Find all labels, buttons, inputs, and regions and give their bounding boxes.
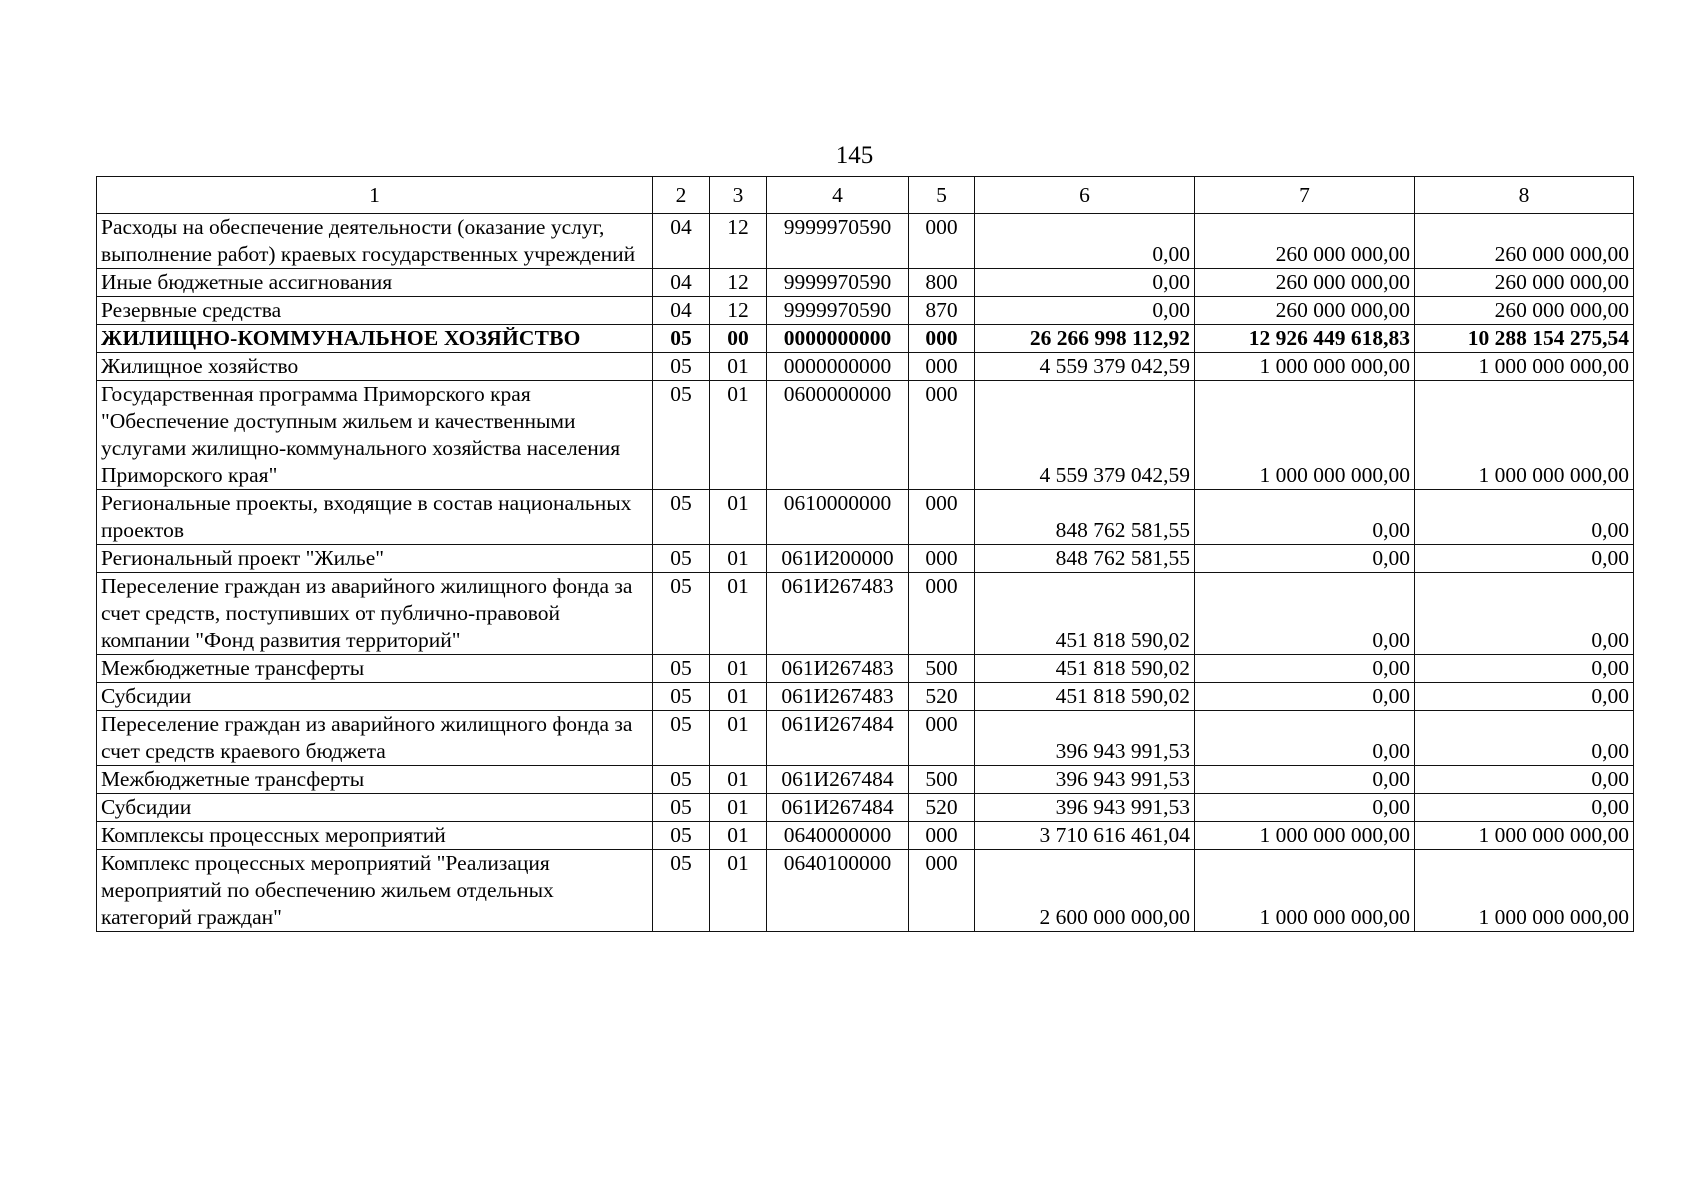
amount-col7-cell: 260 000 000,00: [1195, 297, 1415, 325]
row-name-cell: Переселение граждан из аварийного жилищного фонда за счет средств краевого бюджета: [97, 711, 653, 766]
amount-col6-cell: 4 559 379 042,59: [975, 381, 1195, 490]
table-row: [97, 269, 1634, 297]
target-article-cell: 061И267483: [767, 655, 909, 683]
row-name-cell: Государственная программа Приморского края "Обеспечение доступным жильем и качественными услугами жилищно-коммунального хозяйства населения Приморского края": [97, 381, 653, 490]
table-row: [97, 325, 1634, 353]
header-row: [97, 177, 1634, 214]
amount-col6-cell: 451 818 590,02: [975, 655, 1195, 683]
table-row: [97, 214, 1634, 269]
amount-col8-cell: 1 000 000 000,00: [1415, 381, 1634, 490]
amount-col6-cell: 396 943 991,53: [975, 766, 1195, 794]
row-name-cell: Комплекс процессных мероприятий "Реализация мероприятий по обеспечению жильем отдельных категорий граждан": [97, 850, 653, 932]
section-code-cell: 05: [653, 573, 710, 655]
amount-col8-cell: 0,00: [1415, 655, 1634, 683]
section-code-cell: 05: [653, 711, 710, 766]
amount-col8-cell: 0,00: [1415, 711, 1634, 766]
subsection-code-cell: 01: [710, 822, 767, 850]
amount-col7-cell: 260 000 000,00: [1195, 214, 1415, 269]
header-cell: 7: [1195, 177, 1415, 214]
row-name-cell: Резервные средства: [97, 297, 653, 325]
header-cell: 8: [1415, 177, 1634, 214]
header-cell: 6: [975, 177, 1195, 214]
subsection-code-cell: 00: [710, 325, 767, 353]
amount-col7-cell: 0,00: [1195, 683, 1415, 711]
table-row: [97, 794, 1634, 822]
expense-type-cell: 500: [909, 766, 975, 794]
amount-col8-cell: 0,00: [1415, 545, 1634, 573]
amount-col7-cell: 12 926 449 618,83: [1195, 325, 1415, 353]
target-article-cell: 0610000000: [767, 490, 909, 545]
subsection-code-cell: 01: [710, 711, 767, 766]
target-article-cell: 0640000000: [767, 822, 909, 850]
target-article-cell: 0000000000: [767, 325, 909, 353]
expense-type-cell: 000: [909, 573, 975, 655]
row-name-cell: Субсидии: [97, 794, 653, 822]
amount-col7-cell: 1 000 000 000,00: [1195, 353, 1415, 381]
section-code-cell: 04: [653, 214, 710, 269]
amount-col6-cell: 0,00: [975, 214, 1195, 269]
row-name-cell: Межбюджетные трансферты: [97, 655, 653, 683]
target-article-cell: 0600000000: [767, 381, 909, 490]
table-row: [97, 573, 1634, 655]
subsection-code-cell: 01: [710, 381, 767, 490]
amount-col8-cell: 0,00: [1415, 683, 1634, 711]
amount-col7-cell: 0,00: [1195, 794, 1415, 822]
target-article-cell: 0640100000: [767, 850, 909, 932]
subsection-code-cell: 01: [710, 850, 767, 932]
table-row: [97, 822, 1634, 850]
table-row: [97, 297, 1634, 325]
expense-type-cell: 000: [909, 850, 975, 932]
section-code-cell: 05: [653, 545, 710, 573]
amount-col7-cell: 1 000 000 000,00: [1195, 850, 1415, 932]
expense-type-cell: 000: [909, 711, 975, 766]
amount-col7-cell: 0,00: [1195, 711, 1415, 766]
amount-col7-cell: 260 000 000,00: [1195, 269, 1415, 297]
amount-col7-cell: 0,00: [1195, 766, 1415, 794]
subsection-code-cell: 12: [710, 269, 767, 297]
subsection-code-cell: 01: [710, 573, 767, 655]
amount-col8-cell: 1 000 000 000,00: [1415, 353, 1634, 381]
subsection-code-cell: 12: [710, 297, 767, 325]
amount-col8-cell: 0,00: [1415, 766, 1634, 794]
subsection-code-cell: 01: [710, 683, 767, 711]
header-cell: 4: [767, 177, 909, 214]
row-name-cell: Комплексы процессных мероприятий: [97, 822, 653, 850]
target-article-cell: 9999970590: [767, 214, 909, 269]
expense-type-cell: 000: [909, 490, 975, 545]
section-code-cell: 05: [653, 850, 710, 932]
section-code-cell: 05: [653, 353, 710, 381]
amount-col8-cell: 0,00: [1415, 490, 1634, 545]
table-row: [97, 766, 1634, 794]
amount-col6-cell: 0,00: [975, 269, 1195, 297]
header-cell: 3: [710, 177, 767, 214]
row-name-cell: Расходы на обеспечение деятельности (оказание услуг, выполнение работ) краевых государственных учреждений: [97, 214, 653, 269]
amount-col8-cell: 1 000 000 000,00: [1415, 822, 1634, 850]
section-code-cell: 04: [653, 297, 710, 325]
section-code-cell: 05: [653, 381, 710, 490]
subsection-code-cell: 01: [710, 490, 767, 545]
target-article-cell: 061И267483: [767, 573, 909, 655]
target-article-cell: 061И267484: [767, 766, 909, 794]
header-cell: 5: [909, 177, 975, 214]
section-code-cell: 05: [653, 325, 710, 353]
section-code-cell: 05: [653, 822, 710, 850]
table-row: [97, 545, 1634, 573]
row-name-cell: Жилищное хозяйство: [97, 353, 653, 381]
expense-type-cell: 000: [909, 353, 975, 381]
amount-col6-cell: 26 266 998 112,92: [975, 325, 1195, 353]
amount-col8-cell: 10 288 154 275,54: [1415, 325, 1634, 353]
amount-col6-cell: 396 943 991,53: [975, 794, 1195, 822]
expense-type-cell: 870: [909, 297, 975, 325]
target-article-cell: 061И267484: [767, 794, 909, 822]
amount-col8-cell: 0,00: [1415, 573, 1634, 655]
subsection-code-cell: 01: [710, 655, 767, 683]
amount-col6-cell: 848 762 581,55: [975, 545, 1195, 573]
expense-type-cell: 520: [909, 794, 975, 822]
table-row: [97, 353, 1634, 381]
amount-col7-cell: 0,00: [1195, 573, 1415, 655]
expense-type-cell: 000: [909, 214, 975, 269]
expense-type-cell: 520: [909, 683, 975, 711]
expense-type-cell: 000: [909, 545, 975, 573]
amount-col6-cell: 0,00: [975, 297, 1195, 325]
expense-type-cell: 000: [909, 381, 975, 490]
amount-col6-cell: 451 818 590,02: [975, 683, 1195, 711]
section-code-cell: 05: [653, 655, 710, 683]
expense-type-cell: 500: [909, 655, 975, 683]
target-article-cell: 9999970590: [767, 269, 909, 297]
expense-type-cell: 000: [909, 325, 975, 353]
amount-col8-cell: 0,00: [1415, 794, 1634, 822]
row-name-cell: Иные бюджетные ассигнования: [97, 269, 653, 297]
budget-table: [96, 176, 1634, 932]
section-code-cell: 04: [653, 269, 710, 297]
amount-col8-cell: 1 000 000 000,00: [1415, 850, 1634, 932]
amount-col6-cell: 451 818 590,02: [975, 573, 1195, 655]
amount-col8-cell: 260 000 000,00: [1415, 297, 1634, 325]
amount-col6-cell: 396 943 991,53: [975, 711, 1195, 766]
table-row: [97, 381, 1634, 490]
amount-col8-cell: 260 000 000,00: [1415, 214, 1634, 269]
table-row: [97, 683, 1634, 711]
subsection-code-cell: 01: [710, 545, 767, 573]
amount-col6-cell: 3 710 616 461,04: [975, 822, 1195, 850]
subsection-code-cell: 01: [710, 794, 767, 822]
amount-col7-cell: 1 000 000 000,00: [1195, 381, 1415, 490]
amount-col7-cell: 1 000 000 000,00: [1195, 822, 1415, 850]
amount-col7-cell: 0,00: [1195, 490, 1415, 545]
row-name-cell: Региональные проекты, входящие в состав национальных проектов: [97, 490, 653, 545]
target-article-cell: 061И267483: [767, 683, 909, 711]
table-row: [97, 850, 1634, 932]
table-row: [97, 711, 1634, 766]
section-code-cell: 05: [653, 794, 710, 822]
row-name-cell: Субсидии: [97, 683, 653, 711]
row-name-cell: Региональный проект "Жилье": [97, 545, 653, 573]
table-row: [97, 490, 1634, 545]
header-cell: 1: [97, 177, 653, 214]
page-number: 145: [835, 142, 874, 169]
section-code-cell: 05: [653, 490, 710, 545]
subsection-code-cell: 01: [710, 353, 767, 381]
target-article-cell: 061И200000: [767, 545, 909, 573]
amount-col6-cell: 4 559 379 042,59: [975, 353, 1195, 381]
subsection-code-cell: 01: [710, 766, 767, 794]
header-cell: 2: [653, 177, 710, 214]
target-article-cell: 9999970590: [767, 297, 909, 325]
section-code-cell: 05: [653, 766, 710, 794]
amount-col7-cell: 0,00: [1195, 655, 1415, 683]
target-article-cell: 0000000000: [767, 353, 909, 381]
amount-col6-cell: 848 762 581,55: [975, 490, 1195, 545]
row-name-cell: ЖИЛИЩНО-КОММУНАЛЬНОЕ ХОЗЯЙСТВО: [97, 325, 653, 353]
expense-type-cell: 800: [909, 269, 975, 297]
row-name-cell: Переселение граждан из аварийного жилищного фонда за счет средств, поступивших от публично-правовой компании "Фонд развития территорий": [97, 573, 653, 655]
expense-type-cell: 000: [909, 822, 975, 850]
row-name-cell: Межбюджетные трансферты: [97, 766, 653, 794]
subsection-code-cell: 12: [710, 214, 767, 269]
table-row: [97, 655, 1634, 683]
section-code-cell: 05: [653, 683, 710, 711]
target-article-cell: 061И267484: [767, 711, 909, 766]
amount-col8-cell: 260 000 000,00: [1415, 269, 1634, 297]
amount-col7-cell: 0,00: [1195, 545, 1415, 573]
amount-col6-cell: 2 600 000 000,00: [975, 850, 1195, 932]
